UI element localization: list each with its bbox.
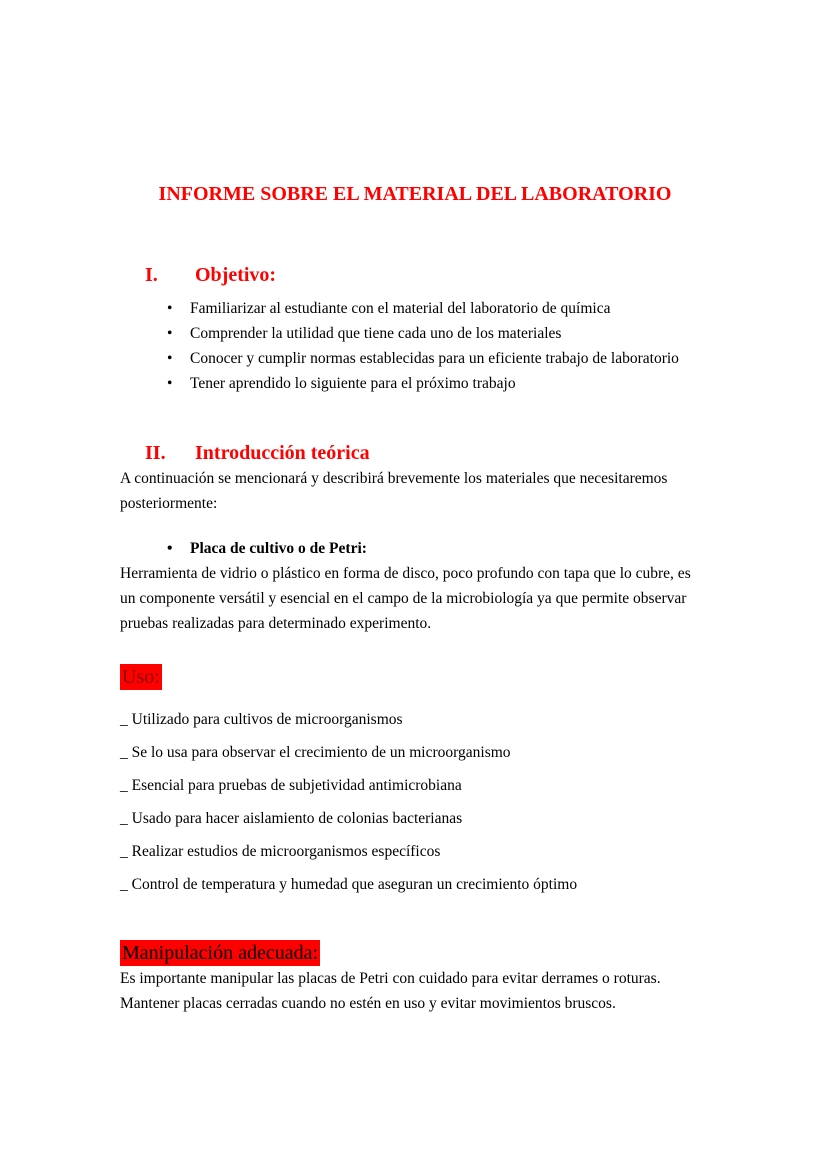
uso-item: _ Se lo usa para observar el crecimiento de un microorganismo <box>120 744 511 761</box>
section-introduccion-title: Introducción teórica <box>195 442 370 464</box>
objetivo-bullet-item: • Familiarizar al estudiante con el material del laboratorio de química <box>190 296 710 321</box>
section-objetivo-numeral: I. <box>145 264 158 286</box>
manipulacion-heading-label: Manipulación adecuada: <box>122 942 319 964</box>
objetivo-bullet-item: • Tener aprendido lo siguiente para el próximo trabajo <box>190 371 710 396</box>
section-objetivo-title: Objetivo: <box>195 264 277 286</box>
section-introduccion-heading <box>120 440 710 466</box>
document-content <box>120 0 710 1016</box>
material-bullet <box>120 536 710 561</box>
uso-heading-label: Uso: <box>122 666 160 688</box>
material-bullet-label: Placa de cultivo o de Petri: <box>190 540 367 557</box>
section-introduccion-numeral: II. <box>145 442 166 464</box>
material-description-paragraph: Herramienta de vidrio o plástico en forma de disco, poco profundo con tapa que lo cubre, es un componente versátil y esencial en el campo de la microbiología ya que permite observar pruebas realizadas para determinado experimento. <box>120 565 691 632</box>
introduccion-intro-paragraph: A continuación se mencionará y describirá brevemente los materiales que necesitaremos posteriormente: <box>120 470 668 512</box>
uso-item: _ Usado para hacer aislamiento de colonias bacterianas <box>120 810 463 827</box>
uso-item: _ Utilizado para cultivos de microorganismos <box>120 711 403 728</box>
objetivo-bullet-item: • Comprender la utilidad que tiene cada uno de los materiales <box>190 321 710 346</box>
uso-item-list <box>120 710 710 894</box>
manipulacion-heading <box>120 940 710 966</box>
objetivo-bullet-list <box>120 296 710 396</box>
section-objetivo-heading <box>120 262 710 288</box>
objetivo-bullet-item: • Conocer y cumplir normas establecidas para un eficiente trabajo de laboratorio <box>190 346 710 371</box>
uso-item: _ Realizar estudios de microorganismos específicos <box>120 843 441 860</box>
uso-item: _ Control de temperatura y humedad que aseguran un crecimiento óptimo <box>120 876 578 893</box>
uso-item: _ Esencial para pruebas de subjetividad antimicrobiana <box>120 777 462 794</box>
document-title: INFORME SOBRE EL MATERIAL DEL LABORATORIO <box>158 183 672 205</box>
manipulacion-paragraph: Es importante manipular las placas de Petri con cuidado para evitar derrames o roturas. Mantener placas cerradas cuando no estén en uso y evitar movimientos bruscos. <box>120 970 661 1012</box>
uso-heading <box>120 664 710 690</box>
